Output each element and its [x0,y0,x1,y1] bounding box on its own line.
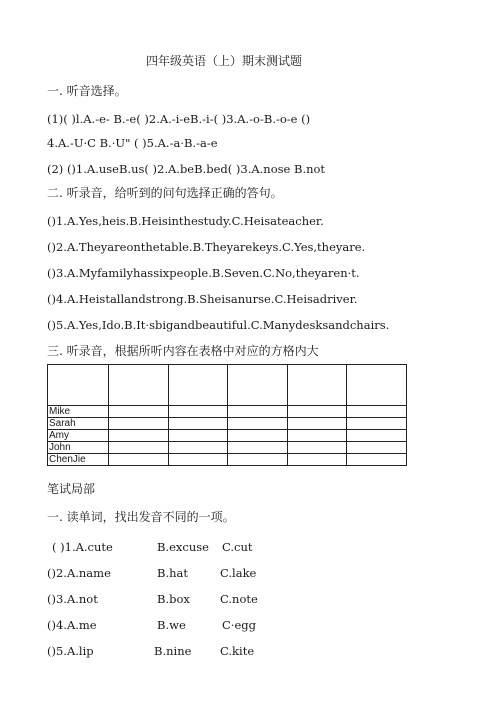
listening-section-2-item: ()1.A.Yes,heis.B.Heisinthestudy.C.Heisateacher. [47,214,324,228]
listening-answer-table [47,364,407,466]
table-name-cell: Amy [48,430,109,442]
listening-section-2-item: ()2.A.Theyareonthetable.B.Theyarekeys.C.Yes,theyare. [47,240,366,254]
table-row [48,454,407,466]
listening-section-2-heading: 二. 听录音，给听到的问句选择正确的答句。 [47,186,283,200]
table-row [48,365,407,406]
listening-section-2-item: ()3.A.Myfamilyhassixpeople.B.Seven.C.No,theyaren·t. [47,266,360,280]
table-row [48,418,407,430]
exam-page: 四年级英语（上）期末测试题 一. 听音选择。 (1)( )l.A.-e- B.-e( )2.A.-i-eB.-i-( )3.A.-o-B.-o-e () 4.A.-U·C B.·U" ( )5.A.-a·B.-a-e (2) ()1.A.useB.us( )2.A.beB.bed( )3.A.nose B.not 二. 听录音，给听到的问句选择正确的答句。 ()1.A.Yes,heis.B.Heisinthestudy.C.Heisateacher. ()2.A.Theyareonthetable.B.Theyarekeys.C.Yes,theyare. ()3.A.Myfamilyhassixpeople.B.Seven.C.No,theyaren·t. ()4.A.Heistallandstrong.B.Sheisanurse.C.Heisadriver. ()5.A.Yes,Ido.B.It·sbigandbeautiful.C.Manydesksandchairs. 三. 听录音，根据所听内容在表格中对应的方格内大 Mike Sarah Amy John ChenJie 笔试局部 一. 读单词，找出发音不同的一项。 ( )1.A.cute B.excuse C.cut ()2.A.name B.hat C.lake ()3.A.not B.box C.note ()4.A.me B.we C·egg ()5.A.lip B.nine C.kite [0,0,500,707]
listening-q1-line-2: 4.A.-U·C B.·U" ( )5.A.-a·B.-a-e [47,136,218,150]
table-name-cell: Sarah [48,418,109,430]
table-name-cell: Mike [48,406,109,418]
listening-q2-line: (2) ()1.A.useB.us( )2.A.beB.bed( )3.A.nose B.not [47,162,326,176]
listening-q1-line-1: (1)( )l.A.-e- B.-e( )2.A.-i-eB.-i-( )3.A.-o-B.-o-e () [47,112,311,126]
listening-section-1-heading: 一. 听音选择。 [47,84,127,98]
page-title: 四年级英语（上）期末测试题 [146,54,303,68]
listening-section-2-item: ()5.A.Yes,Ido.B.It·sbigandbeautiful.C.Manydesksandchairs. [47,318,390,332]
listening-section-3-heading: 三. 听录音，根据所听内容在表格中对应的方格内大 [47,344,319,358]
written-part-heading: 笔试局部 [47,482,96,496]
table-row [48,430,407,442]
written-section-1-heading: 一. 读单词，找出发音不同的一项。 [47,510,235,524]
table-row [48,442,407,454]
table-name-cell: ChenJie [48,454,109,466]
listening-section-2-item: ()4.A.Heistallandstrong.B.Sheisanurse.C.Heisadriver. [47,292,358,306]
table-row [48,406,407,418]
table-name-cell: John [48,442,109,454]
